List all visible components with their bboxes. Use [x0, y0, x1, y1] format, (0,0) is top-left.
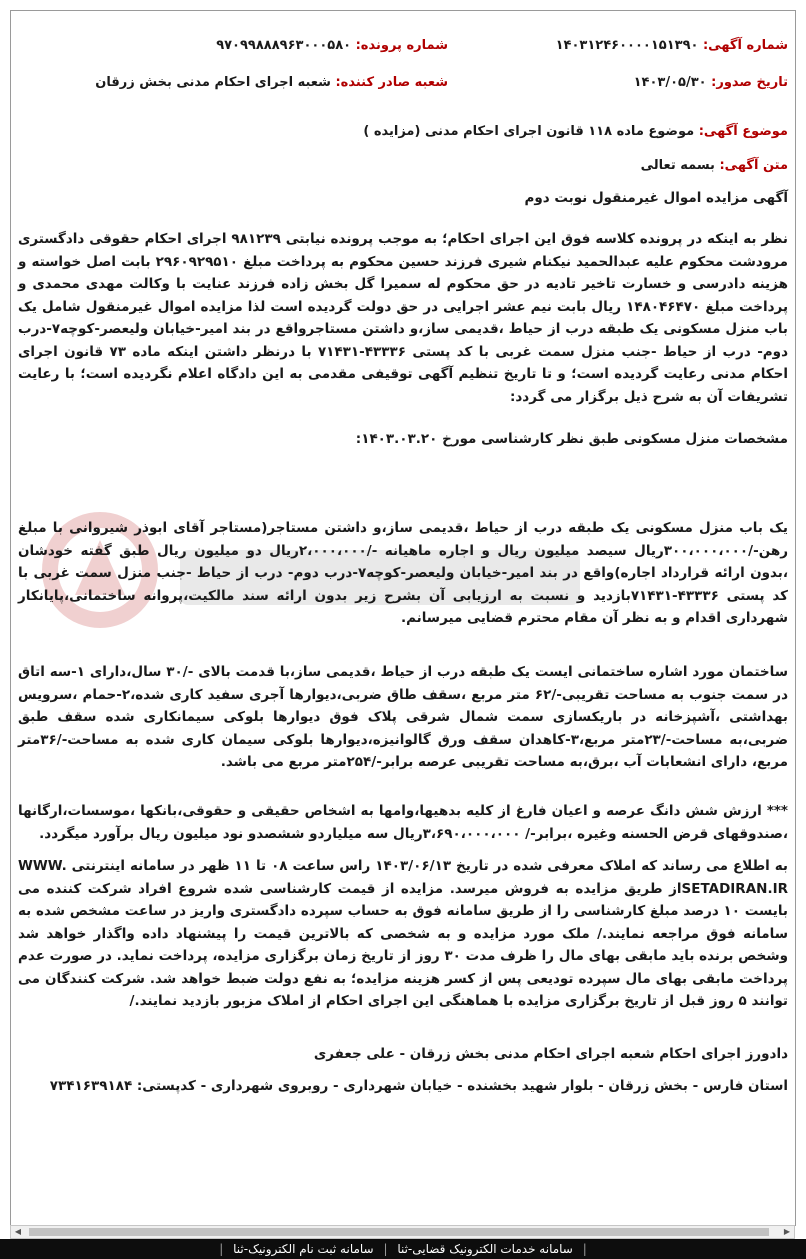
header-row-1 — [18, 38, 788, 53]
paragraph-property-desc: یک باب منزل مسکونی یک طبقه درب از حیاط ،قدیمی ساز،و داشتن مستاجر(مستاجر آقای ابوذر شیروانی با مبلغ رهن-/۳۰۰،۰۰۰،۰۰۰ریال سیصد میلیون ریال و اجاره ماهیانه -/۲،۰۰۰،۰۰۰ریال دو میلیون ریال طبق گفته خودشان ،بدون ارائه قرارداد اجاره)واقع در بند امیر-خیابان ولیعصر-کوچه۷-درب دوم- درب از حیاط -جنب منزل سمت غربی با کد پستی ۴۳۳۳۶-۷۱۴۳۱بازدید و نسبت به ارزیابی آن بشرح زیر بدون ارائه سند مالکیت،پروانه ساختمانی،پایانکار شهرداری اقدام و به نظر آن مقام محترم قضایی میرسانم. — [18, 520, 788, 626]
address: استان فارس - بخش زرقان - بلوار شهید بخشنده - خیابان شهرداری - روبروی شهرداری - کدپستی: ۷۳۴۱۶۳۹۱۸۴ — [49, 1078, 788, 1094]
signer: دادورز اجرای احکام شعبه اجرای احکام مدنی بخش زرقان - علی جعفری — [313, 1046, 788, 1062]
text-opening: بسمه تعالی — [640, 158, 715, 173]
ad-number-label: شماره آگهی: — [702, 38, 788, 53]
issue-date-label: تاریخ صدور: — [711, 75, 788, 90]
issue-date: ۱۴۰۳/۰۵/۳۰ — [633, 75, 707, 90]
scroll-right-arrow-icon[interactable]: ▶ — [783, 1227, 791, 1236]
subject-row — [18, 124, 788, 139]
paragraph-auction-terms: به اطلاع می رساند که املاک معرفی شده در تاریخ ۱۴۰۳/۰۶/۱۳ راس ساعت ۰۸ تا ۱۱ ظهر در سامانه اینترنتی WWW. SETADIRAN.IRاز طریق مزایده به فروش میرسد. مزایده از قیمت کارشناسی شده شروع افراد شرکت کننده می بایست ۱۰ درصد مبلغ کارشناسی را از طریق سامانه فوق به حساب سپرده دادگستری واریز در ساعت مشخص شده به سامانه فوق مراجعه نمایند./ ملک مورد مزایده و به شخصی که بالاترین قیمت را پیشنهاد داده واگذار خواهد شد وشخص برنده باید مابقی بهای مال را ظرف مدت ۳۰ روز از تاریخ زمان برگزاری مزایده، پرداخت نماید. در صورت عدم پرداخت مابقی بهای مال سپرده تودیعی پس از کسر هزینه مزایده؛ به نفع دولت ضبط خواهد شد. شرکت کنندگان می توانند ۵ روز قبل از تاریخ برگزاری مزایده با هماهنگی این اجرای احکام از املاک مزبور بازدید نمایند./ — [18, 858, 789, 1009]
issuer-label: شعبه صادر کننده: — [335, 75, 448, 90]
subject-label: موضوع آگهی: — [698, 124, 788, 139]
footer-link-sana[interactable]: سامانه ثبت نام الکترونیک-ثنا — [233, 1242, 374, 1256]
text-label-row — [18, 158, 788, 173]
paragraph-intro: نظر به اینکه در پرونده کلاسه فوق این اجرای احکام؛ به موجب پرونده نیابتی ۹۸۱۲۳۹ اجرای احکام حقوقی دادگستری مرودشت محکوم علیه عبدالحمید نیکنام شیری فرزند حسین محکوم به پرداخت مبلغ ۲۹۶۰۹۲۹۵۱۰ بابت اصل خواسته و هزینه دادرسی و خسارت تاخیر تادیه در حق محکوم له سمیرا گل بخش زاده فرزند عنایت با وکالت مهدی محمدی و پرداخت مبلغ ۱۴۸۰۴۶۴۷۰ ریال بابت نیم عشر اجرایی در حق دولت گردیده است لذا مزایده اموال غیرمنقول شامل یک باب منزل مسکونی یک طبقه درب از حیاط ،قدیمی ساز،و داشتن مستاجرواقع در بند امیر-خیابان ولیعصر-کوچه۷-درب دوم- درب از حیاط -جنب منزل سمت غربی با کد پستی ۴۳۳۳۶-۷۱۴۳۱ با درنظر داشتن اینکه ماده ۷۳ قانون اجرای احکام مدنی رعایت گردیده است؛ و تا تاریخ تنظیم آگهی توقیفی مقدمی به این دادگاه اعلام نگردیده است؛ با رعایت تشریفات آن به شرح ذیل برگزار می گردد: — [18, 231, 789, 405]
header-row-2 — [18, 75, 788, 90]
scroll-thumb[interactable] — [29, 1228, 769, 1236]
paragraph-building-desc: ساختمان مورد اشاره ساختمانی ایست یک طبقه درب از حیاط ،قدیمی ساز،با قدمت بالای -/۳۰ سال،دارای ۱-سه اتاق در سمت جنوب به مساحت تقریبی-/۶۲ متر مربع ،سقف طاق ضربی،دیوارها آجری سفید کاری شده،۲-حمام ،سرویس بهداشتی ،آشپزخانه در باریکسازی سمت شمال شرقی پلاک فوق دیوارها بلوکی سیمانکاری شده سقف طبق ضربی،به مساحت-/۲۳متر مربع،۳-کاهدان سقف ورق گالوانیزه،دیوارها بلوکی سیمان کاری شده به مساحت-/۳۶متر مربع، دارای انشعابات آب ،برق،به مساحت تقریبی عرصه برابر-/۲۵۴متر مربع می باشد. — [18, 664, 788, 770]
notice-title: آگهی مزایده اموال غیرمنقول نوبت دوم — [524, 190, 788, 206]
ad-number: ۱۴۰۳۱۲۴۶۰۰۰۰۱۵۱۳۹۰ — [555, 38, 699, 53]
case-number-label: شماره پرونده: — [355, 38, 448, 53]
horizontal-scrollbar[interactable] — [10, 1225, 795, 1239]
paragraph-spec-heading: مشخصات منزل مسکونی طبق نظر کارشناسی مورخ ۱۴۰۳.۰۳.۲۰: — [355, 431, 788, 447]
paragraph-valuation: *** ارزش شش دانگ عرصه و اعیان فارغ از کلیه بدهیها،وامها به اشخاص حقیقی و حقوقی،بانکها ،موسسات،ارگانها ،صندوقهای قرض الحسنه وغیره ،برابر-/ ۳،۶۹۰،۰۰۰،۰۰۰ریال سه میلیاردو ششصدو نود میلیون ریال برآورد میگردد. — [18, 803, 788, 842]
subject: موضوع ماده ۱۱۸ قانون اجرای احکام مدنی (مزایده ) — [363, 124, 695, 139]
issuer: شعبه اجرای احکام مدنی بخش زرقان — [95, 75, 331, 90]
text-label: متن آگهی: — [719, 158, 788, 173]
scroll-left-arrow-icon[interactable]: ◀ — [14, 1227, 22, 1236]
footer-link-sakha[interactable]: سامانه خدمات الکترونیک قضایی-ثنا — [397, 1242, 573, 1256]
footer-bar: | سامانه خدمات الکترونیک قضایی-ثنا | سامانه ثبت نام الکترونیک-ثنا | — [0, 1239, 806, 1259]
case-number: ۹۷۰۹۹۸۸۸۹۶۳۰۰۰۵۸۰ — [216, 38, 352, 53]
